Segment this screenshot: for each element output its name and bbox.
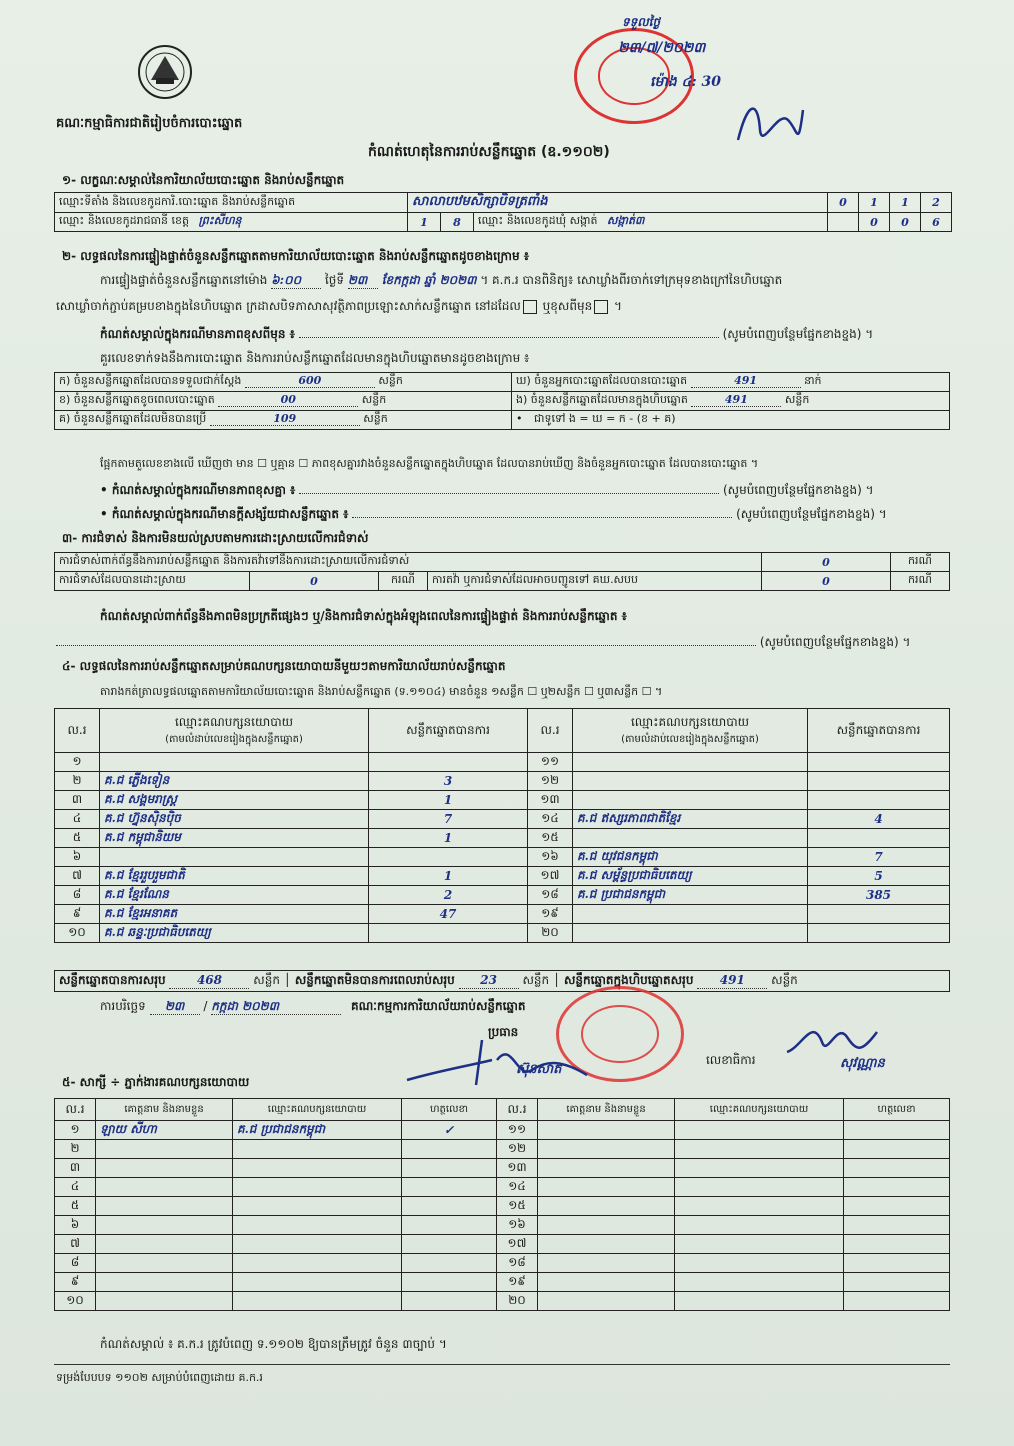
- witness-signature: [402, 1235, 497, 1254]
- row-number: ១៧: [497, 1235, 538, 1254]
- witness-party: [675, 1140, 844, 1159]
- unused-label: គ) ចំនួនសន្លឹកឆ្នោតដែលមិនបានប្រើ: [59, 412, 207, 425]
- section3-heading: ៣- ការជំទាស់ និងការមិនយល់ស្របតាមការដោះស្រាយលើការជំទាស់: [62, 531, 369, 545]
- vote-count: 1: [369, 867, 528, 886]
- witness-name: [538, 1216, 675, 1235]
- formula-text: ជាទូទៅ ង = ឃ = ក - (ខ + គ): [534, 412, 676, 425]
- party-name: គ.ជ ខ្មែររួបរួមជាតិ: [100, 867, 369, 886]
- row-number: ៤: [55, 1178, 96, 1197]
- doubt-note-label: • កំណត់សម្គាល់ក្នុងករណីមានក្ដីសង្ស័យជាសន្លឹកឆ្នោត ៖: [100, 507, 349, 521]
- totals-line: សន្លឹកឆ្នោតបានការសរុប 468 សន្លឹក │ សន្លឹកឆ្នោតមិនបានការពេលរាប់សរុប 23 សន្លឹក │ សន្លឹកឆ្នោតក្នុងហិបឆ្នោតសរុប 491 សន្លឹក: [54, 970, 950, 992]
- row-number: ៣: [55, 1159, 96, 1178]
- col-party: ឈ្មោះគណបក្សនយោបាយ: [174, 714, 294, 729]
- stamp-date: ២៣/៧/២០២៣: [618, 40, 706, 56]
- in-box-label: ង) ចំនួនសន្លឹកឆ្នោតដែលមានក្នុងហិបឆ្នោត: [516, 393, 688, 406]
- vote-count: [808, 772, 950, 791]
- witness-signature: [844, 1159, 950, 1178]
- vote-count: 47: [369, 905, 528, 924]
- witness-signature: [844, 1216, 950, 1235]
- table-row: [55, 1216, 950, 1235]
- unit-person: នាក់: [804, 374, 822, 387]
- row-number: ៦: [55, 848, 100, 867]
- row-number: ២: [55, 1140, 96, 1159]
- party-name: គ.ជ សង្គមរាស្ត្រ: [100, 791, 369, 810]
- table-row: [55, 1178, 950, 1197]
- row-number: ៥: [55, 829, 100, 848]
- stamp-initials-signature: [728, 90, 808, 160]
- complaints-value: 0: [762, 553, 891, 572]
- witness-party: [675, 1159, 844, 1178]
- vote-count: 4: [808, 810, 950, 829]
- party-name: គ.ជ ឥស្សរភាពជាតិខ្មែរ: [573, 810, 808, 829]
- footer-divider: [54, 1364, 950, 1365]
- unit-sheet: សន្លឹក: [522, 973, 550, 987]
- vote-count: [808, 791, 950, 810]
- row-number: ១១: [528, 753, 573, 772]
- witness-party: [675, 1216, 844, 1235]
- date-day: ២៣: [150, 998, 200, 1015]
- different-checkbox[interactable]: [594, 300, 608, 314]
- row-number: ២០: [497, 1292, 538, 1311]
- row-number: ១២: [528, 772, 573, 791]
- row-number: ១៤: [497, 1178, 538, 1197]
- secretary-signature: [782, 1012, 882, 1062]
- witness-party: [233, 1197, 402, 1216]
- row-number: ១៦: [497, 1216, 538, 1235]
- party-name: [573, 791, 808, 810]
- party-name: [100, 753, 369, 772]
- voters-value: 491: [691, 374, 801, 388]
- section2-heading: ២- លទ្ធផលនៃការផ្ទៀងផ្ទាត់ចំនួនសន្លឹកឆ្នោតតាមការិយាល័យបោះឆ្នោត និងរាប់សន្លឹកឆ្នោតដូចខាងក្រោម ៖: [62, 249, 530, 263]
- witness-party: [675, 1273, 844, 1292]
- row-number: ២: [55, 772, 100, 791]
- witness-signature: [844, 1273, 950, 1292]
- row-number: ១៨: [528, 886, 573, 905]
- location-code-4: 2: [921, 193, 952, 213]
- secretary-label: លេខាធិការ: [706, 1053, 756, 1067]
- witness-name: [96, 1159, 233, 1178]
- spoiled-value: 00: [218, 393, 358, 407]
- table-row: [55, 1235, 950, 1254]
- verify-time: ៦:០០: [271, 272, 321, 289]
- witness-name: [96, 1254, 233, 1273]
- verification-line2: សោឃ្លាំចាក់ភ្ជាប់គម្របខាងក្នុងនៃហិបឆ្នោត ក្រដាសបិទភាសាសុវត្ថិភាពប្រឡោះសាក់សន្លឹកឆ្នោត នៅដដែល ឬខុសពីមុន ។: [56, 299, 622, 313]
- w-col-party: ឈ្មោះគណបក្សនយោបាយ: [233, 1099, 402, 1121]
- row-number: ៩: [55, 1273, 96, 1292]
- witness-party: [675, 1292, 844, 1311]
- chairman-label: ប្រធាន: [488, 1025, 519, 1039]
- irregularity-note: កំណត់សម្គាល់ពាក់ព័ន្ធនឹងភាពមិនប្រក្រតីផ្សេងៗ ឬ/និងការជំទាស់ក្នុងអំឡុងពេលនៃការផ្ទៀងផ្ទាត់ និងការរាប់សន្លឹកឆ្នោត ៖: [100, 609, 627, 623]
- section1-heading: ១- លក្ខណៈសម្គាល់នៃការិយាល័យបោះឆ្នោត និងរាប់សន្លឹកឆ្នោត: [62, 173, 345, 187]
- date-line: ការបរិច្ឆេទ ២៣ / កក្កដា ២០២៣ គណៈកម្មការការិយាល័យរាប់សន្លឹកឆ្នោត: [100, 999, 526, 1013]
- col-no: ល.រ: [55, 709, 100, 753]
- doubt-fill-note: (សូមបំពេញបន្ថែមផ្នែកខាងខ្នង) ។: [736, 507, 887, 521]
- section4-sub: តារាងកត់ត្រាលទ្ធផលឆ្នោតតាមការិយាល័យបោះឆ្នោត និងរាប់សន្លឹកឆ្នោត (ទ.១១០៤) មានចំនួន ១សន្លឹក ☐ ឬ២សន្លឹក ☐ ឬ៣សន្លឹក ☐ ។: [100, 685, 663, 698]
- form-footer: ទម្រង់បែបបទ ១១០២ សម្រាប់បំពេញដោយ គ.ក.រ: [56, 1371, 263, 1384]
- table-row: [55, 1254, 950, 1273]
- party-name: [100, 848, 369, 867]
- witness-name: ឡាយ សីហា: [96, 1121, 233, 1140]
- witness-signature: [844, 1292, 950, 1311]
- form-title: កំណត់ហេតុនៃការរាប់សន្លឹកឆ្នោត (ឧ.១១០២): [368, 144, 610, 160]
- vote-count: [808, 829, 950, 848]
- received-label: ក) ចំនួនសន្លឹកឆ្នោតដែលបានទទួលជាក់ស្តែង: [59, 374, 242, 387]
- witness-name: [96, 1140, 233, 1159]
- col-votes: សន្លឹកឆ្នោតបានការ: [369, 709, 528, 753]
- table-row: [55, 905, 950, 924]
- row-number: ៧: [55, 1235, 96, 1254]
- witnesses-table: [54, 1098, 950, 1311]
- location-value: សាលាបឋមសិក្សាបិទត្រពាំង: [408, 193, 828, 213]
- org-name: គណៈកម្មាធិការជាតិរៀបចំការបោះឆ្នោត: [56, 116, 243, 131]
- ballot-figures-table: ក) ចំនួនសន្លឹកឆ្នោតដែលបានទទួលជាក់ស្តែង 600 សន្លឹក ឃ) ចំនួនអ្នកបោះឆ្នោតដែលបានបោះឆ្នោត 491 នាក់ ខ) ចំនួនសន្លឹកឆ្នោតខូចពេលបោះឆ្នោត 00 សន្លឹក ង) ចំនួនសន្លឹកឆ្នោតដែលមានក្នុងហិបឆ្នោត 491 សន្លឹក គ) ចំនួនសន្លឹកឆ្នោតដែលមិនបានប្រើ 109 សន្លឹក • ជាទូទៅ ង = ឃ = ក - (ខ + គ): [54, 372, 950, 430]
- witness-name: [538, 1140, 675, 1159]
- party-name: [573, 753, 808, 772]
- discrepancy-text: ផ្អែកតាមតួលេខខាងលើ ឃើញថា មាន ☐ ឬគ្មាន ☐ ភាពខុសគ្នារវាងចំនួនសន្លឹកឆ្នោតក្នុងហិបឆ្នោត ដែលបានរាប់ឃើញ និងចំនួនអ្នកបោះឆ្នោត ដែលបានបោះឆ្នោត ។: [100, 457, 759, 470]
- complaints-unit: ករណី: [891, 553, 950, 572]
- table-row: [55, 1140, 950, 1159]
- witness-signature: [402, 1216, 497, 1235]
- witness-signature: [844, 1197, 950, 1216]
- table-row: [55, 791, 950, 810]
- witness-name: [96, 1197, 233, 1216]
- row-number: ៣: [55, 791, 100, 810]
- party-name: គ.ជ ហ្វ៊ុនស៊ិនប៉ិច: [100, 810, 369, 829]
- location-label: ឈ្មោះទីតាំង និងលេខកូដការិ.បោះឆ្នោត និងរាប់សន្លឹកឆ្នោត: [55, 193, 408, 213]
- commune-code-2: 0: [890, 213, 921, 232]
- witness-name: [96, 1235, 233, 1254]
- witness-party: [233, 1178, 402, 1197]
- commune-label: ឈ្មោះ និងលេខកូដឃុំ សង្កាត់: [478, 214, 598, 227]
- party-name: គ.ជ ខ្មែរអនាគត: [100, 905, 369, 924]
- total-box-label: សន្លឹកឆ្នោតក្នុងហិបឆ្នោតសរុប: [563, 973, 694, 987]
- unit-sheet: សន្លឹក: [378, 374, 403, 387]
- unit-sheet: សន្លឹក: [361, 393, 387, 406]
- table-row: [55, 753, 950, 772]
- party-name: គ.ជ ភ្លើងទៀន: [100, 772, 369, 791]
- unused-value: 109: [210, 412, 360, 426]
- w-col-party-right: ឈ្មោះគណបក្សនយោបាយ: [675, 1099, 844, 1121]
- row-number: ៧: [55, 867, 100, 886]
- row-number: ៦: [55, 1216, 96, 1235]
- complaints-table: [54, 552, 950, 591]
- vote-count: [808, 924, 950, 943]
- row-number: ៩: [55, 905, 100, 924]
- vote-count: 5: [808, 867, 950, 886]
- chairman-signature-name: ស៊ុនសាត: [516, 1062, 562, 1077]
- appeal-unit: ករណី: [891, 572, 950, 591]
- difference-fill-note: (សូមបំពេញបន្ថែមផ្នែកខាងខ្នង) ។: [722, 327, 874, 341]
- commune-code-1: 0: [859, 213, 890, 232]
- verification-line1: [100, 272, 782, 289]
- col-party-right: ឈ្មោះគណបក្សនយោបាយ: [630, 714, 750, 729]
- total-valid-label: សន្លឹកឆ្នោតបានការសរុប: [59, 973, 166, 987]
- total-valid-value: 468: [169, 972, 249, 989]
- nec-emblem-icon: [136, 42, 194, 102]
- province-label: ឈ្មោះ និងលេខកូដរាជធានី ខេត្ត: [59, 214, 189, 227]
- row-number: ១៣: [528, 791, 573, 810]
- row-number: ៤: [55, 810, 100, 829]
- unit-sheet: សន្លឹក: [363, 412, 388, 425]
- commune-code-3: 6: [921, 213, 952, 232]
- witness-signature: [844, 1140, 950, 1159]
- witness-signature: [402, 1273, 497, 1292]
- spoiled-label: ខ) ចំនួនសន្លឹកឆ្នោតខូចពេលបោះឆ្នោត: [59, 393, 215, 406]
- witness-signature: [402, 1254, 497, 1273]
- table-row: [55, 1159, 950, 1178]
- row-number: ១៩: [528, 905, 573, 924]
- discrepancy-bullet: [100, 482, 950, 498]
- witness-signature: [402, 1178, 497, 1197]
- difference-note-line: [100, 326, 950, 342]
- witness-party: [675, 1178, 844, 1197]
- witness-name: [538, 1178, 675, 1197]
- witness-name: [96, 1178, 233, 1197]
- row-number: ១៨: [497, 1254, 538, 1273]
- table-row: [55, 1292, 950, 1311]
- witness-name: [538, 1235, 675, 1254]
- row-number: ៨: [55, 886, 100, 905]
- irregularity-fill-note: (សូមបំពេញបន្ថែមផ្នែកខាងខ្នង) ។: [759, 635, 911, 649]
- location-code-1: 0: [828, 193, 859, 213]
- row-number: ១៥: [497, 1197, 538, 1216]
- committee-name: គណៈកម្មការការិយាល័យរាប់សន្លឹកឆ្នោត: [351, 999, 526, 1013]
- row-number: ១៦: [528, 848, 573, 867]
- vote-count: [369, 848, 528, 867]
- province-code-2: 8: [441, 213, 474, 232]
- vote-count: [369, 924, 528, 943]
- witness-name: [96, 1292, 233, 1311]
- witness-name: [538, 1197, 675, 1216]
- party-name: គ.ជ ប្រជាជនកម្ពុជា: [573, 886, 808, 905]
- location-code-2: 1: [859, 193, 890, 213]
- row-number: ១៣: [497, 1159, 538, 1178]
- w-col-sign: ហត្ថលេខា: [402, 1099, 497, 1121]
- verify-month: ខែកក្កដា ឆ្នាំ ២០២៣: [381, 273, 477, 287]
- in-box-value: 491: [691, 393, 781, 407]
- total-box-value: 491: [697, 972, 767, 989]
- complaints-label: ការជំទាស់ពាក់ព័ន្ធនឹងការរាប់សន្លឹកឆ្នោត និងការតវ៉ាទៅនឹងការដោះស្រាយលើការជំទាស់: [55, 553, 762, 572]
- verify-or-text: ឬខុសពីមុន: [542, 299, 593, 313]
- witness-signature: [844, 1235, 950, 1254]
- vote-count: 1: [369, 829, 528, 848]
- w-col-sign-right: ហត្ថលេខា: [844, 1099, 950, 1121]
- total-invalid-value: 23: [459, 972, 519, 989]
- voters-label: ឃ) ចំនួនអ្នកបោះឆ្នោតដែលបានបោះឆ្នោត: [516, 374, 688, 387]
- witness-name: [96, 1216, 233, 1235]
- resolved-label: ការជំទាស់ដែលបានដោះស្រាយ: [55, 572, 250, 591]
- stamp-label: ទទួលថ្ងៃ: [622, 15, 661, 29]
- witness-party: [675, 1235, 844, 1254]
- table-row: [55, 1121, 950, 1140]
- date-rest: កក្កដា ២០២៣: [211, 998, 341, 1015]
- vote-count: [369, 753, 528, 772]
- witness-name: [538, 1273, 675, 1292]
- w-col-name: គោត្តនាម និងនាមខ្លួន: [96, 1099, 233, 1121]
- table-row: [55, 1197, 950, 1216]
- party-name: គ.ជ ឆន្ទៈប្រជាធិបតេយ្យ: [100, 924, 369, 943]
- unit-sheet: សន្លឹក: [784, 393, 810, 406]
- witness-party: [233, 1216, 402, 1235]
- received-value: 600: [245, 374, 375, 388]
- col-votes-right: សន្លឹកឆ្នោតបានការ: [808, 709, 950, 753]
- table-row: [55, 810, 950, 829]
- party-name: គ.ជ សម្ព័ន្ធប្រជាធិបតេយ្យ: [573, 867, 808, 886]
- commune-value: សង្កាត់៣: [607, 214, 645, 227]
- row-number: ១៧: [528, 867, 573, 886]
- witness-signature: [402, 1197, 497, 1216]
- witness-party: [233, 1292, 402, 1311]
- row-number: ១៩: [497, 1273, 538, 1292]
- unit-sheet: សន្លឹក: [253, 973, 280, 987]
- row-number: ២០: [528, 924, 573, 943]
- party-name: [573, 829, 808, 848]
- figures-intro: គួរលេខទាក់ទងនឹងការបោះឆ្នោត និងការរាប់សន្លឹកឆ្នោតដែលមានក្នុងហិបឆ្នោតមានដូចខាងក្រោម ៖: [100, 351, 530, 365]
- table-row: [55, 848, 950, 867]
- witness-party: គ.ជ ប្រជាជនកម្ពុជា: [233, 1121, 402, 1140]
- col-no-right: ល.រ: [528, 709, 573, 753]
- row-number: ១៥: [528, 829, 573, 848]
- doubt-bullet: [100, 506, 950, 522]
- col-party-sub: (តាមលំដាប់លេខរៀងក្នុងសន្លឹកឆ្នោត): [165, 733, 303, 745]
- w-col-name-right: គោត្តនាម និងនាមខ្លួន: [538, 1099, 675, 1121]
- witness-signature: [844, 1254, 950, 1273]
- discrepancy-note-label: • កំណត់សម្គាល់ក្នុងករណីមានភាពខុសគ្នា ៖: [100, 483, 296, 497]
- witness-party: [675, 1197, 844, 1216]
- resolved-value: 0: [250, 572, 379, 591]
- party-name: [573, 924, 808, 943]
- party-name: [573, 772, 808, 791]
- party-name: [573, 905, 808, 924]
- witness-party: [233, 1273, 402, 1292]
- witness-signature: ✓: [402, 1121, 497, 1140]
- unit-sheet: សន្លឹក: [771, 973, 798, 987]
- witness-name: [538, 1292, 675, 1311]
- row-number: ៨: [55, 1254, 96, 1273]
- row-number: ១០: [55, 1292, 96, 1311]
- secretary-signature-name: សុវណ្ណាន: [840, 1056, 885, 1071]
- row-number: ១: [55, 1121, 96, 1140]
- same-checkbox[interactable]: [523, 300, 537, 314]
- witness-party: [233, 1140, 402, 1159]
- irregularity-line: [56, 634, 952, 650]
- row-number: ៥: [55, 1197, 96, 1216]
- results-table: [54, 708, 950, 943]
- row-number: ១៤: [528, 810, 573, 829]
- verify-text-a: ការផ្ទៀងផ្ទាត់ចំនួនសន្លឹកឆ្នោតនៅម៉ោង: [100, 273, 268, 287]
- row-number: ១: [55, 753, 100, 772]
- verify-text-c: ។ គ.ក.រ បានពិនិត្យ៖ សោឃ្លាំងពីរចាក់ទៅក្រមុទខាងក្រៅនៃហិបឆ្នោត: [480, 273, 783, 287]
- witness-party: [675, 1121, 844, 1140]
- witness-signature: [844, 1121, 950, 1140]
- table-row: [55, 886, 950, 905]
- w-col-no: ល.រ: [55, 1099, 96, 1121]
- verify-day: ២៣: [348, 272, 378, 289]
- party-name: គ.ជ ខ្មែរណែន: [100, 886, 369, 905]
- vote-count: [808, 905, 950, 924]
- table-row: [55, 772, 950, 791]
- province-code-1: 1: [408, 213, 441, 232]
- witness-party: [675, 1254, 844, 1273]
- section5-heading: ៥- សាក្សី ÷ ភ្នាក់ងារគណបក្សនយោបាយ: [62, 1075, 250, 1089]
- location-code-3: 1: [890, 193, 921, 213]
- verify-text-b: ថ្ងៃទី: [325, 273, 345, 287]
- resolved-unit: ករណី: [379, 572, 428, 591]
- stamp-time: ម៉ោង ៤: 30: [650, 74, 721, 90]
- witness-signature: [402, 1140, 497, 1159]
- final-note: កំណត់សម្គាល់ ៖ គ.ក.រ ត្រូវបំពេញ ទ.១១០២ ឱ្យបានត្រឹមត្រូវ ចំនួន ៣ច្បាប់ ។: [100, 1337, 447, 1351]
- difference-note-label: កំណត់សម្គាល់ក្នុងករណីមានភាពខុសពីមុន ៖: [100, 327, 295, 341]
- vote-count: 385: [808, 886, 950, 905]
- location-table: [54, 192, 952, 232]
- table-row: [55, 924, 950, 943]
- vote-count: 2: [369, 886, 528, 905]
- vote-count: 7: [369, 810, 528, 829]
- table-row: [55, 867, 950, 886]
- table-row: [55, 829, 950, 848]
- vote-count: [808, 753, 950, 772]
- witness-name: [538, 1121, 675, 1140]
- row-number: ១២: [497, 1140, 538, 1159]
- appeal-value: 0: [762, 572, 891, 591]
- chairman-signature: [402, 1030, 602, 1090]
- discrepancy-fill-note: (សូមបំពេញបន្ថែមផ្នែកខាងខ្នង) ។: [722, 483, 874, 497]
- total-invalid-label: សន្លឹកឆ្នោតមិនបានការពេលរាប់សរុប: [294, 973, 455, 987]
- date-label: ការបរិច្ឆេទ: [100, 999, 146, 1013]
- province-value: ព្រះសីហនុ: [198, 214, 242, 227]
- table-row: [55, 1273, 950, 1292]
- witness-party: [233, 1235, 402, 1254]
- w-col-no-right: ល.រ: [497, 1099, 538, 1121]
- party-name: គ.ជ កម្ពុជានិយម: [100, 829, 369, 848]
- appeal-label: ការតវ៉ា ឬការជំទាស់ដែលអាចបញ្ជូនទៅ គឃ.សបប: [428, 572, 762, 591]
- witness-signature: [844, 1178, 950, 1197]
- witness-signature: [402, 1159, 497, 1178]
- party-name: គ.ជ យុវជនកម្ពុជា: [573, 848, 808, 867]
- witness-party: [233, 1254, 402, 1273]
- vote-count: 3: [369, 772, 528, 791]
- witness-name: [96, 1273, 233, 1292]
- row-number: ១០: [55, 924, 100, 943]
- section4-heading: ៤- លទ្ធផលនៃការរាប់សន្លឹកឆ្នោតសម្រាប់គណបក្សនយោបាយនីមួយៗតាមការិយាល័យរាប់សន្លឹកឆ្នោត: [62, 659, 506, 673]
- row-number: ១១: [497, 1121, 538, 1140]
- witness-party: [233, 1159, 402, 1178]
- witness-name: [538, 1159, 675, 1178]
- col-party-sub-right: (តាមលំដាប់លេខរៀងក្នុងសន្លឹកឆ្នោត): [621, 733, 759, 745]
- witness-name: [538, 1254, 675, 1273]
- vote-count: 7: [808, 848, 950, 867]
- vote-count: 1: [369, 791, 528, 810]
- witness-signature: [402, 1292, 497, 1311]
- verify-text-p2: សោឃ្លាំចាក់ភ្ជាប់គម្របខាងក្នុងនៃហិបឆ្នោត ក្រដាសបិទភាសាសុវត្ថិភាពប្រឡោះសាក់សន្លឹកឆ្នោត នៅដដែល: [56, 299, 521, 313]
